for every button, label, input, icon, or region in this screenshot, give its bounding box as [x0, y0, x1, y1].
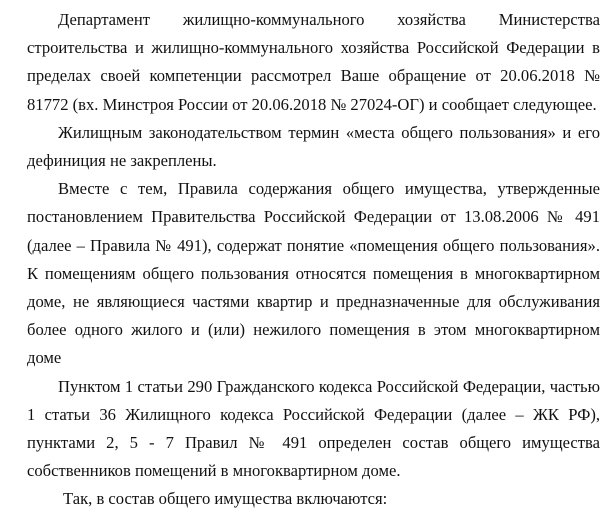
paragraph-common-areas-term: Жилищным законодательством термин «места общего пользования» и его дефиниция не закреплены.: [27, 122, 600, 171]
paragraph-department-response: Департамент жилищно-коммунального хозяйства Министерства строительства и жилищно-коммунального хозяйства Российской Федерации в пределах своей компетенции рассмотрел Ваше обращение от 20.06.2018 № 81772 (вх. Минстроя России от 20.06.2018 № 27024-ОГ) и сообщает следующее.: [27, 10, 600, 114]
paragraph-common-property-includes: Так, в состав общего имущества включаются:: [63, 489, 388, 509]
paragraph-civil-code: Пунктом 1 статьи 290 Гражданского кодекса Российской Федерации, частью 1 статьи 36 Жилищного кодекса Российской Федерации (далее – ЖК РФ), пунктами 2, 5 - 7 Правил № 491 определен состав общего имущества собственников помещений в многоквартирном доме.: [27, 376, 600, 481]
paragraph-rules-491: Вместе с тем, Правила содержания общего имущества, утвержденные постановлением Правительства Российской Федерации от 13.08.2006 № 491 (далее – Правила № 491), содержат понятие «помещения общего пользования». К помещениям общего пользования относятся помещения в многоквартирном доме, не являющиеся частями квартир и предназначенные для обслуживания более одного жилого и (или) нежилого помещения в этом многоквартирном доме: [27, 179, 600, 368]
